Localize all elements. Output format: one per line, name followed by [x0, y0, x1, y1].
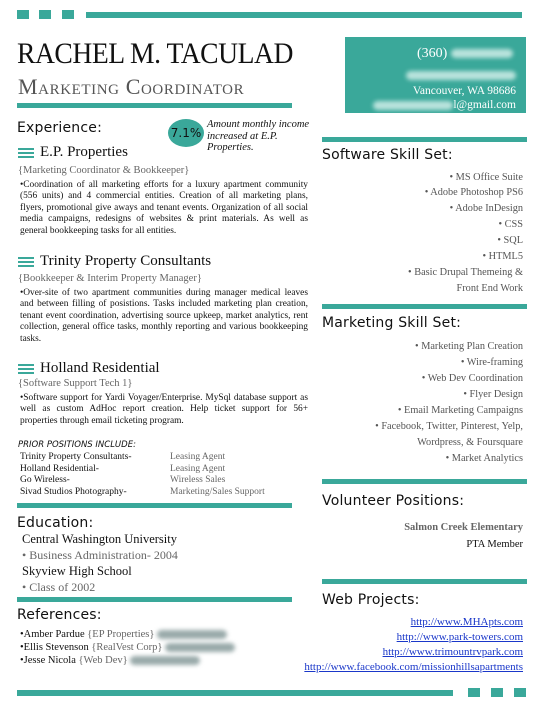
web-heading: Web Projects: — [322, 592, 420, 608]
skill-item: • MS Office Suite — [449, 172, 523, 183]
hamburger-icon — [18, 148, 34, 158]
prior-heading: PRIOR POSITIONS INCLUDE: — [18, 440, 136, 450]
job-company: E.P. Properties — [40, 144, 128, 160]
education-school: Central Washington University — [22, 532, 177, 546]
redacted-phone — [451, 49, 513, 58]
candidate-name: RACHEL M. TACULAD — [17, 37, 293, 70]
hamburger-icon — [18, 257, 34, 267]
skill-item: • Market Analytics — [445, 453, 523, 464]
skill-item: Front End Work — [456, 283, 523, 294]
prior-row: Holland Residential- Leasing Agent — [20, 463, 226, 474]
job-role: {Software Support Tech 1} — [18, 378, 133, 389]
redacted-street — [406, 71, 516, 80]
reference-item: •Ellis Stevenson {RealVest Corp} — [20, 641, 235, 654]
skill-item: • Email Marketing Campaigns — [397, 405, 523, 416]
contact-phone: (360) — [417, 46, 448, 61]
skill-item: • CSS — [498, 219, 523, 230]
reference-item: •Amber Pardue {EP Properties} — [20, 628, 235, 641]
header-rule — [17, 103, 292, 108]
hamburger-icon — [18, 364, 34, 374]
experience-heading: Experience: — [17, 120, 102, 136]
software-rule — [322, 137, 527, 142]
education-detail: • Business Administration- 2004 — [22, 548, 178, 562]
education-heading: Education: — [17, 515, 94, 531]
skill-item: Wordpress, & Foursquare — [417, 437, 523, 448]
prior-row: Trinity Property Consultants- Leasing Agent — [20, 452, 226, 462]
job-description: •Over-site of two apartment communities during manager medical leaves and between filling of posistions. Tasks included marketing plan creation, tenant event coordination, advertising source upkeep, market analytics, rent collection, general office tasks, monthly reporting and various bookkeeping tasks. — [20, 288, 308, 344]
job-description: •Coordination of all marketing efforts for a luxury apartment community (556 units) and 4 commercial entities. Creation of all marketing plans, flyers, promotional give aways and tenant events. Organization of all social media campaigns, redesigns of websites & print materials. As well as general bookkeeping tasks for all entities. — [20, 180, 308, 236]
skill-item: • Web Dev Coordination — [421, 373, 523, 384]
references-list — [20, 628, 235, 667]
redacted-phone — [157, 630, 227, 639]
skill-item: • Flyer Design — [463, 389, 523, 400]
job-title: Marketing Coordinator — [18, 74, 245, 99]
skill-item: • Basic Drupal Themeing & — [408, 267, 523, 278]
web-project-link[interactable]: http://www.facebook.com/missionhillsapartments — [304, 661, 523, 673]
prior-row: Go Wireless- Wireless Sales — [20, 475, 226, 485]
redacted-phone — [130, 656, 200, 665]
web-project-link[interactable]: http://www.MHApts.com — [410, 616, 523, 628]
marketing-rule — [322, 304, 527, 309]
education-detail: • Class of 2002 — [22, 580, 96, 594]
skill-item: • Wire-framing — [460, 357, 523, 368]
contact-city: Vancouver, WA 98686 — [412, 85, 516, 97]
references-heading: References: — [17, 607, 102, 623]
redacted-email — [373, 101, 453, 110]
callout-badge: 7.1% — [168, 119, 204, 147]
volunteer-org: Salmon Creek Elementary — [404, 522, 523, 533]
contact-email: l@gmail.com — [453, 99, 516, 111]
job-role: {Bookkeeper & Interim Property Manager} — [18, 273, 202, 284]
skill-item: • Adobe Photoshop PS6 — [424, 187, 523, 198]
skill-item: • HTML5 — [482, 251, 523, 262]
education-rule — [17, 597, 292, 602]
job-role: {Marketing Coordinator & Bookkeeper} — [18, 165, 190, 176]
job-description: •Software support for Yardi Voyager/Enterprise. MySql database support as well as custom AdHoc report creation. Help ticket support for 56+ properties through email ticketing program. — [20, 393, 308, 426]
experience-rule — [17, 503, 292, 508]
callout-text: Amount monthly income increased at E.P. Properties. — [207, 119, 310, 153]
volunteer-role: PTA Member — [466, 539, 523, 550]
prior-row: Sivad Studios Photography- Marketing/Sales Support — [20, 486, 265, 497]
marketing-heading: Marketing Skill Set: — [322, 315, 462, 331]
education-school: Skyview High School — [22, 564, 132, 578]
job-company: Holland Residential — [40, 360, 160, 376]
web-rule — [322, 579, 527, 584]
web-project-link[interactable]: http://www.trimountrvpark.com — [382, 646, 523, 658]
contact-box — [345, 37, 526, 113]
reference-item: •Jesse Nicola {Web Dev} — [20, 654, 235, 667]
skill-item: • SQL — [497, 235, 523, 246]
volunteer-rule — [322, 479, 527, 484]
redacted-phone — [165, 643, 235, 652]
software-heading: Software Skill Set: — [322, 147, 453, 163]
prior-list — [20, 452, 265, 498]
education-list — [22, 531, 178, 595]
skill-item: • Marketing Plan Creation — [415, 341, 523, 352]
skill-item: • Facebook, Twitter, Pinterest, Yelp, — [375, 421, 523, 432]
job-company: Trinity Property Consultants — [40, 253, 212, 269]
web-project-link[interactable]: http://www.park-towers.com — [396, 631, 523, 643]
volunteer-heading: Volunteer Positions: — [322, 493, 465, 509]
skill-item: • Adobe InDesign — [449, 203, 523, 214]
